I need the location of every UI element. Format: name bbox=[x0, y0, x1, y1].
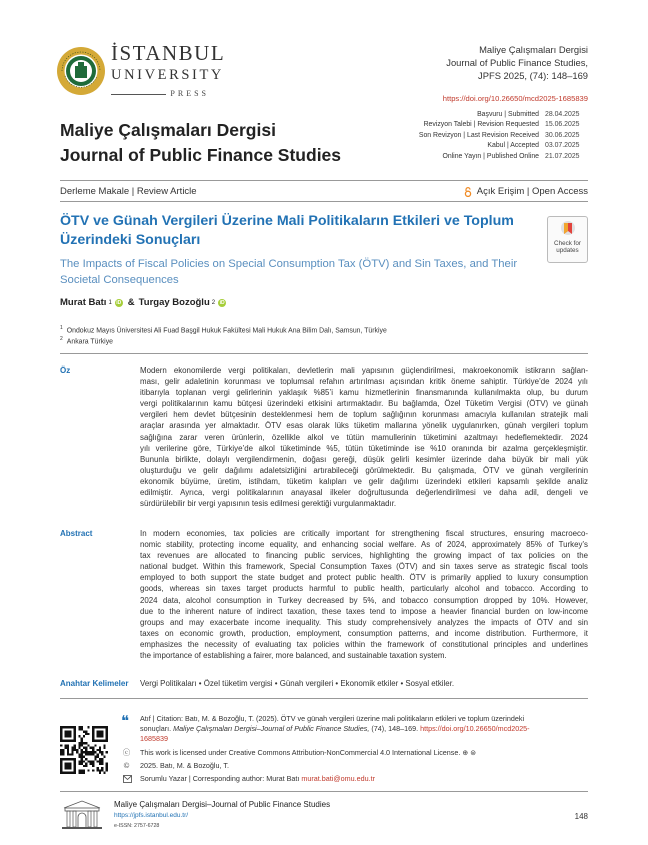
journal-name-tr-small: Maliye Çalışmaları Dergisi bbox=[479, 44, 588, 55]
author-affil-sup: 2 bbox=[211, 299, 216, 306]
paragraph-line: nomic stability, protecting income equality, and enhancing social welfare. As of 2024, approximately 85% of Turkey’s bbox=[140, 540, 588, 550]
author-list bbox=[60, 297, 227, 308]
date-value: 15.06.2025 bbox=[545, 121, 580, 129]
date-row bbox=[419, 120, 588, 130]
paragraph-line: In modern economies, tax policies are critically important for strengthening fiscal structures, ensuring macroeco- bbox=[140, 529, 588, 538]
article-title-en: The Impacts of Fiscal Policies on Special Consumption Tax (ÖTV) and Sin Taxes, and Their Societal Consequences bbox=[60, 258, 518, 286]
footer-journal-title: Maliye Çalışmaları Dergisi–Journal of Public Finance Studies bbox=[114, 800, 331, 809]
paragraph-line: araçlar arasında yer almaktadır. ÖTV esas olarak lüks tüketim mallarına yönelik uygulanırken, günah vergileri toplum bbox=[140, 421, 588, 431]
check-updates-line2: updates bbox=[556, 247, 579, 254]
author-name: Turgay Bozoğlu bbox=[138, 297, 210, 308]
paragraph-line: Modern ekonomilerde vergi politikaları, devletlerin mali yapısının güçlendirilmesi, makroekonomik istikrarın sağlan- bbox=[140, 366, 588, 375]
open-lock-icon bbox=[464, 187, 472, 197]
paragraph-line: the importance of establishing a fairer, more balanced, and sustainable taxation system. bbox=[140, 651, 447, 661]
citation-doi[interactable]: https://doi.org/10.26650/mcd2025- bbox=[420, 724, 530, 733]
logo-istanbul: İSTANBUL bbox=[111, 41, 226, 65]
check-updates-line1: Check for bbox=[554, 240, 581, 247]
divider bbox=[60, 180, 588, 181]
corresponding-author-label: Sorumlu Yazar | Corresponding author: Murat Batı bbox=[140, 774, 300, 783]
paragraph-line: groups and may exacerbate income inequality. This study comprehensively analyzes the impacts of ÖTV and sin bbox=[140, 617, 588, 627]
paragraph-line: vergileri hem devlet bütçesinin desteklenmesi hem de toplum sağlığının korunması amacıyla kullanılan stratejik mali bbox=[140, 410, 588, 420]
paragraph-line: vergi politikalarının kamu bütçesi üzerindeki etkisini artırmaktadır. Bu bağlamda, Özel Tüketim Vergisi (ÖTV) ve günah bbox=[140, 399, 588, 409]
paragraph-line: employed to both support the state budget and protect public health. ÖTV is primarily applied to luxury consumption bbox=[140, 573, 588, 583]
license-text-label: This work is licensed under Creative Commons Attribution-NonCommercial 4.0 International License. bbox=[140, 748, 461, 757]
article-type: Derleme Makale | Review Article bbox=[60, 186, 197, 197]
doi-link[interactable]: https://doi.org/10.26650/mcd2025-1685839 bbox=[442, 94, 588, 103]
oz-body bbox=[140, 365, 588, 509]
journal-info-block bbox=[446, 43, 588, 82]
citation-line2-tail: (74), 148–169. bbox=[371, 724, 419, 733]
paragraph-line: sağlığına zarar veren ürünlerin, özellikle alkol ve tütün mamullerinin tüketimini azaltmayı hedeflemektedir. 2024 bbox=[140, 432, 588, 442]
divider bbox=[60, 353, 588, 354]
date-row bbox=[419, 131, 588, 141]
bookmark-icon bbox=[560, 220, 576, 238]
page-number: 148 bbox=[574, 812, 588, 821]
logo-university: UNIVERSITY bbox=[111, 67, 224, 83]
paragraph-line: yılı verilerine göre, Türkiye’de alkol tüketiminde %5, tütün tüketiminde ise %10 oranında bir azalma gerçekleşmiştir. bbox=[140, 443, 588, 453]
paragraph-line: emphasizes the necessity of evaluating tax policies within the framework of constitutional principles and underlines bbox=[140, 639, 588, 649]
paragraph-line: 2024 data, alcohol consumption in Turkey decreased by 5%, and tobacco consumption dropped by 10%. However, bbox=[140, 595, 588, 605]
university-seal-logo bbox=[56, 46, 106, 96]
check-for-updates-badge[interactable] bbox=[547, 216, 588, 263]
affiliation-number: 1 bbox=[60, 325, 63, 331]
corresponding-email[interactable]: murat.bati@omu.edu.tr bbox=[301, 774, 376, 783]
date-label: Online Yayın | Published Online bbox=[442, 152, 539, 160]
affiliation bbox=[60, 336, 113, 345]
date-row bbox=[419, 152, 588, 162]
citation-journal: Maliye Çalışmaları Dergisi–Journal of Public Finance Studies, bbox=[173, 724, 370, 733]
paragraph-line: itibarıyla toplanan vergi gelirlerinin yaklaşık %85’i kamu hizmetlerinin finansmanında kullanılmakta olup, bu durum bbox=[140, 388, 588, 398]
logo-press: PRESS bbox=[111, 89, 221, 98]
abstract-body bbox=[140, 528, 588, 661]
paragraph-line: Bununla birlikte, dolaylı vergilendirmenin, doğası gereği, düşük gelirli kesimler üzerinde daha büyük bir mali yük bbox=[140, 454, 588, 464]
article-title-tr: ÖTV ve Günah Vergileri Üzerine Mali Politikaların Etkileri ve Toplum Üzerindeki Sonuçları bbox=[60, 213, 514, 248]
open-access-label: Açık Erişim | Open Access bbox=[476, 186, 588, 197]
citation-line2 bbox=[140, 724, 588, 734]
issue-info: JPFS 2025, (74): 148–169 bbox=[478, 70, 588, 81]
citation-line2-plain: sonuçları. bbox=[140, 724, 172, 733]
date-value: 28.04.2025 bbox=[545, 111, 580, 118]
affiliation bbox=[60, 325, 387, 334]
corresponding-author bbox=[140, 774, 588, 784]
keywords-text: Vergi Politikaları • Özel tüketim vergisi • Günah vergileri • Ekonomik etkiler • Sosyal etkiler. bbox=[140, 679, 455, 688]
paragraph-line: sürdürülebilir bir vergi yapısının tesis edilmesi gerektiği vurgulanmaktadır. bbox=[140, 499, 397, 509]
journal-title-tr: Maliye Çalışmaları Dergisi bbox=[60, 120, 276, 140]
quote-icon: ❝ bbox=[121, 712, 130, 730]
affiliation-text: Ankara Türkiye bbox=[66, 338, 113, 346]
copyright-icon: © bbox=[123, 761, 130, 770]
paragraph-line: ması, gelir adaletinin korunması ve toplumsal refahın artırılması açısından kritik öneme sahiptir. Türkiye’de 2024 yılı bbox=[140, 377, 588, 387]
footer-issn: e-ISSN: 2757-6728 bbox=[114, 823, 160, 829]
cc-by-nc-icons: ⊕ ⊜ bbox=[462, 750, 477, 757]
orcid-icon[interactable]: iD bbox=[116, 299, 122, 306]
date-label: Son Revizyon | Last Revision Received bbox=[418, 131, 539, 139]
paragraph-line: due to the inherent nature of indirect taxation, these taxes tend to impose a heavier financial burden on low-income bbox=[140, 606, 588, 616]
affiliation-number: 2 bbox=[60, 336, 63, 342]
keywords-label: Anahtar Kelimeler bbox=[60, 679, 129, 688]
oz-label: Öz bbox=[60, 366, 71, 375]
author-affil-sup: 1 bbox=[108, 299, 112, 306]
date-value: 03.07.2025 bbox=[545, 142, 580, 150]
journal-name-en-small: Journal of Public Finance Studies, bbox=[446, 57, 588, 68]
open-access bbox=[464, 186, 588, 197]
abstract-label: Abstract bbox=[60, 529, 93, 538]
date-label: Başvuru | Submitted bbox=[477, 111, 539, 118]
date-label: Revizyon Talebi | Revision Requested bbox=[423, 121, 539, 129]
divider bbox=[60, 698, 588, 699]
author-separator: & bbox=[127, 297, 135, 308]
license-text bbox=[140, 748, 588, 759]
date-label: Kabul | Accepted bbox=[487, 142, 539, 150]
qr-code[interactable] bbox=[60, 726, 108, 774]
date-row bbox=[419, 141, 588, 151]
citation-line1: Atıf | Citation: Batı, M. & Bozoğlu, T. (2025). ÖTV ve günah vergileri üzerine mali politikaların etkileri ve toplum üzerindeki bbox=[140, 714, 525, 723]
publisher-logo bbox=[111, 41, 226, 98]
paragraph-line: oluşturduğu ve gelir dağılımı adaletsizliğini artırabileceği görülmektedir. Bu çalışmada, ÖTV ve günah vergilerinin bbox=[140, 465, 588, 475]
cc-icon: ⓒ bbox=[122, 748, 131, 757]
paragraph-line: edilmiştir. Ayrıca, vergi politikalarının anayasal ilkeler doğrultusunda değerlendirilmesi ve daha adil, dengeli ve bbox=[140, 488, 588, 498]
paragraph-line: tax revenues are allocated to financing public services, highlighting the growing impact of tax policies on the bbox=[140, 551, 588, 561]
divider bbox=[60, 791, 588, 792]
citation-doi-tail[interactable]: 1685839 bbox=[140, 734, 168, 743]
author-name: Murat Batı bbox=[60, 297, 107, 308]
orcid-icon[interactable]: iD bbox=[219, 299, 225, 306]
divider bbox=[60, 201, 588, 202]
paragraph-line: national budget. Within this framework, Special Consumption Taxes (ÖTV) and sin taxes serve as strategic fiscal tools bbox=[140, 562, 588, 572]
paragraph-line: taxes on economic growth, production, employment, consumption patterns, and income distribution. Furthermore, it bbox=[140, 628, 588, 638]
footer-url[interactable]: https://jpfs.istanbul.edu.tr/ bbox=[114, 812, 189, 819]
copyright-text: 2025. Batı, M. & Bozoğlu, T. bbox=[140, 761, 229, 770]
envelope-icon bbox=[123, 775, 132, 783]
date-value: 30.06.2025 bbox=[545, 131, 580, 139]
paragraph-line: goods, whereas sin taxes target products harmful to public health, particularly alcohol and tobacco. According to bbox=[140, 584, 588, 594]
affiliation-text: Ondokuz Mayıs Üniversitesi Ali Fuad Başgil Hukuk Fakültesi Mali Hukuk Ana Bilim Dalı, Samsun, Türkiye bbox=[66, 327, 387, 335]
date-row bbox=[419, 110, 588, 120]
university-gate-icon bbox=[60, 798, 104, 830]
article-dates bbox=[419, 110, 588, 162]
journal-title-en: Journal of Public Finance Studies bbox=[60, 145, 342, 165]
paragraph-line: ekonomik büyüme, üretim, istihdam, tüketim kalıpları ve gelir dağılımı üzerindeki etkileri kapsamlı şekilde analiz bbox=[140, 476, 588, 486]
date-value: 21.07.2025 bbox=[545, 152, 580, 160]
